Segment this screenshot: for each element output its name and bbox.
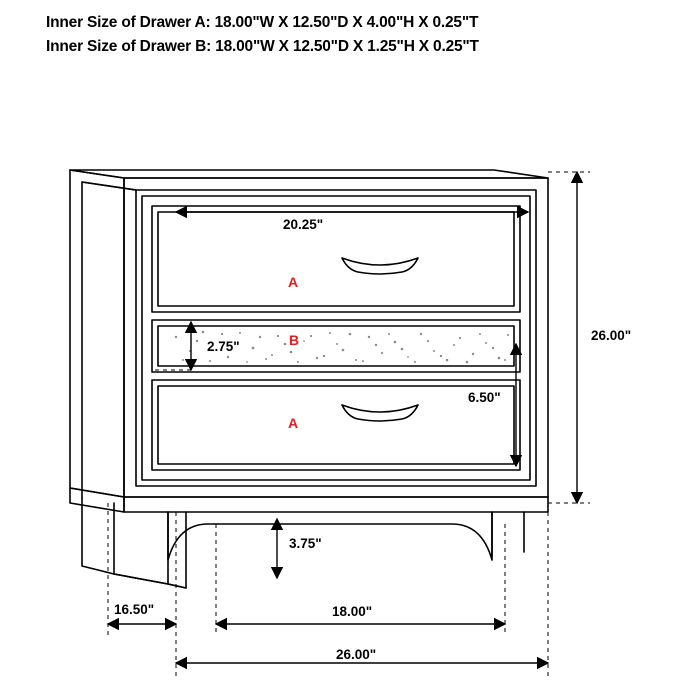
spec-line-drawer-a: Inner Size of Drawer A: 18.00"W X 12.50"D X 4.00"H X 0.25"T <box>46 14 479 31</box>
drawer-label-bottom: A <box>288 415 299 431</box>
dim-label-inner-width: 18.00" <box>332 604 373 619</box>
dim-label-overall-width: 26.00" <box>336 647 377 662</box>
dimension-arrows <box>108 172 577 663</box>
dim-label-side-depth: 16.50" <box>114 602 155 617</box>
drawer-label-top: A <box>288 274 299 290</box>
dim-label-overall-height: 26.00" <box>591 328 632 343</box>
dim-label-top-drawer-width: 20.25" <box>283 217 324 232</box>
dim-label-lower-drawer-height: 6.50" <box>468 390 501 405</box>
dim-label-accent-drawer-height: 2.75" <box>207 339 240 354</box>
extension-lines <box>108 172 590 676</box>
dim-label-leg-height: 3.75" <box>289 536 322 551</box>
drawer-label-middle: B <box>289 332 300 348</box>
spec-line-drawer-b: Inner Size of Drawer B: 18.00"W X 12.50"D X 1.25"H X 0.25"T <box>46 38 479 55</box>
